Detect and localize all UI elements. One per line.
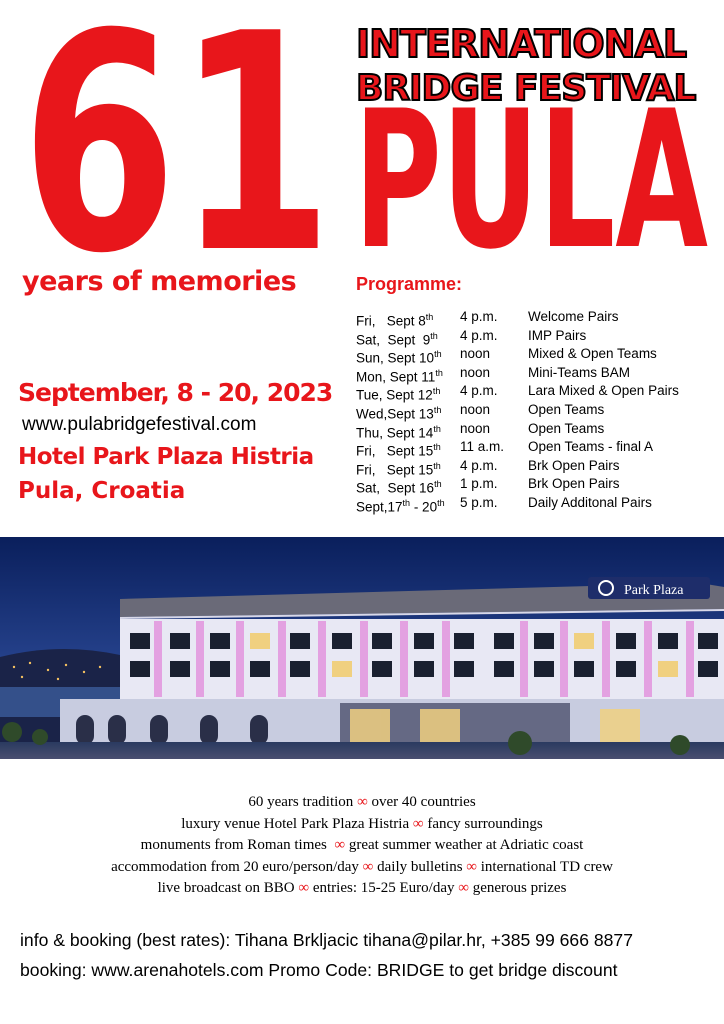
programme-row	[356, 364, 716, 383]
infinity-separator: ∞	[357, 794, 368, 810]
programme-time: noon	[460, 364, 491, 380]
festival-number	[18, 22, 336, 262]
programme-day-suffix: th	[434, 349, 442, 360]
features-list	[0, 792, 724, 900]
infinity-separator: ∞	[466, 858, 477, 875]
programme-event: Mixed & Open Teams	[528, 346, 657, 362]
programme-row	[356, 457, 716, 476]
programme-day-suffix: th	[433, 460, 441, 471]
programme-day-suffix: th	[433, 423, 441, 434]
programme-event: Open Teams	[528, 401, 605, 417]
programme-heading: Programme:	[356, 274, 463, 294]
programme-row	[356, 420, 716, 439]
programme-day-suffix: th	[433, 442, 441, 453]
programme-day-text: Fri, Sept 15	[356, 443, 434, 459]
programme-day-text: Sept,17	[356, 499, 403, 515]
feature-item: monuments from Roman times	[140, 837, 331, 854]
feature-item: generous prizes	[472, 880, 567, 897]
feature-item: luxury venue Hotel Park Plaza Histria	[181, 815, 410, 832]
programme-day-text: Wed,Sept 13	[356, 406, 434, 422]
programme-row	[356, 475, 716, 494]
programme-day-suffix: th	[433, 404, 442, 415]
programme-event: Daily Additonal Pairs	[528, 494, 652, 510]
programme-event: Brk Open Pairs	[528, 476, 620, 492]
programme-day-suffix: th	[434, 479, 442, 490]
programme-row	[356, 345, 716, 364]
programme-day-suffix: th	[430, 330, 438, 341]
festival-number-text: 61	[21, 22, 333, 262]
programme-day-suffix: th	[435, 367, 443, 378]
feature-line	[0, 814, 724, 836]
programme-list	[356, 308, 716, 513]
hotel-sign: Park Plaza	[624, 583, 684, 598]
programme-day-suffix: th	[402, 497, 411, 508]
venue-location: Pula, Croatia	[18, 478, 186, 504]
programme-event: Open Teams	[528, 420, 605, 436]
programme-day-text: Sat, Sept 9	[356, 332, 431, 348]
programme-row	[356, 438, 716, 457]
programme-row	[356, 401, 716, 420]
programme-row	[356, 308, 716, 327]
programme-day-text: Fri, Sept 15	[356, 462, 434, 478]
hotel-photo	[0, 537, 724, 759]
programme-day-suffix: th	[425, 312, 434, 322]
programme-time: 4 p.m.	[460, 309, 498, 324]
programme-event: Welcome Pairs	[528, 309, 619, 324]
title-international: INTERNATIONAL	[356, 22, 687, 66]
feature-item: live broadcast on BBO	[157, 880, 295, 897]
feature-item: international TD crew	[480, 858, 613, 875]
feature-item: great summer weather at Adriatic coast	[348, 837, 584, 854]
title-pula-text: PULA	[354, 104, 708, 254]
programme-day-text: Tue, Sept 12	[356, 387, 433, 403]
programme-day-text: Thu, Sept 14	[356, 425, 434, 441]
feature-item: fancy surroundings	[427, 815, 543, 832]
programme-event: Open Teams - final A	[528, 439, 654, 455]
programme-row	[356, 382, 716, 401]
programme-day	[356, 494, 445, 517]
feature-line	[0, 835, 724, 857]
programme-time: noon	[460, 420, 491, 436]
feature-item: entries: 15-25 Euro/day	[312, 880, 455, 897]
programme-time: 1 p.m.	[460, 476, 498, 492]
programme-time: 4 p.m.	[460, 457, 498, 473]
feature-item: over 40 countries	[371, 794, 476, 810]
programme-time: 5 p.m.	[460, 494, 498, 510]
programme-day-text: Sun, Sept 10	[356, 350, 435, 366]
feature-item: 60 years tradition	[248, 794, 354, 810]
feature-line	[0, 857, 724, 879]
event-dates: September, 8 - 20, 2023	[18, 378, 333, 407]
infinity-separator: ∞	[458, 880, 469, 897]
tagline: years of memories	[22, 266, 297, 297]
programme-time: 4 p.m.	[460, 327, 498, 343]
booking-info: booking: www.arenahotels.com Promo Code: BRIDGE to get bridge discount	[20, 960, 618, 980]
feature-item: accommodation from 20 euro/person/day	[111, 858, 359, 875]
programme-event: Lara Mixed & Open Pairs	[528, 383, 679, 399]
infinity-separator: ∞	[334, 837, 346, 854]
feature-line	[0, 792, 724, 814]
title-pula	[354, 104, 710, 254]
infinity-separator: ∞	[362, 858, 374, 875]
infinity-separator: ∞	[412, 815, 424, 832]
title-bridge-festival: BRIDGE FESTIVAL	[356, 68, 696, 109]
programme-event: Brk Open Pairs	[528, 457, 620, 473]
infinity-separator: ∞	[298, 880, 310, 897]
programme-day-text: Mon, Sept 11	[356, 369, 436, 385]
feature-item: daily bulletins	[377, 858, 463, 875]
programme-event: Mini-Teams BAM	[528, 364, 631, 380]
programme-time: 11 a.m.	[460, 439, 505, 455]
feature-line	[0, 878, 724, 900]
programme-day-text: Fri, Sept 8	[356, 313, 426, 329]
programme-row	[356, 494, 716, 513]
venue-name: Hotel Park Plaza Histria	[18, 444, 314, 470]
website-link[interactable]: www.pulabridgefestival.com	[22, 414, 257, 435]
programme-event: IMP Pairs	[528, 327, 587, 343]
programme-row	[356, 327, 716, 346]
programme-time: noon	[460, 401, 491, 417]
programme-day-end-suffix: th	[437, 497, 445, 508]
programme-time: 4 p.m.	[460, 383, 498, 399]
contact-info: info & booking (best rates): Tihana Brkljacic tihana@pilar.hr, +385 99 666 8877	[20, 930, 634, 950]
programme-time: noon	[460, 346, 491, 362]
programme-day-text: Sat, Sept 16	[356, 480, 435, 496]
programme-day-end: - 20	[410, 499, 438, 515]
programme-day-suffix: th	[432, 386, 441, 397]
